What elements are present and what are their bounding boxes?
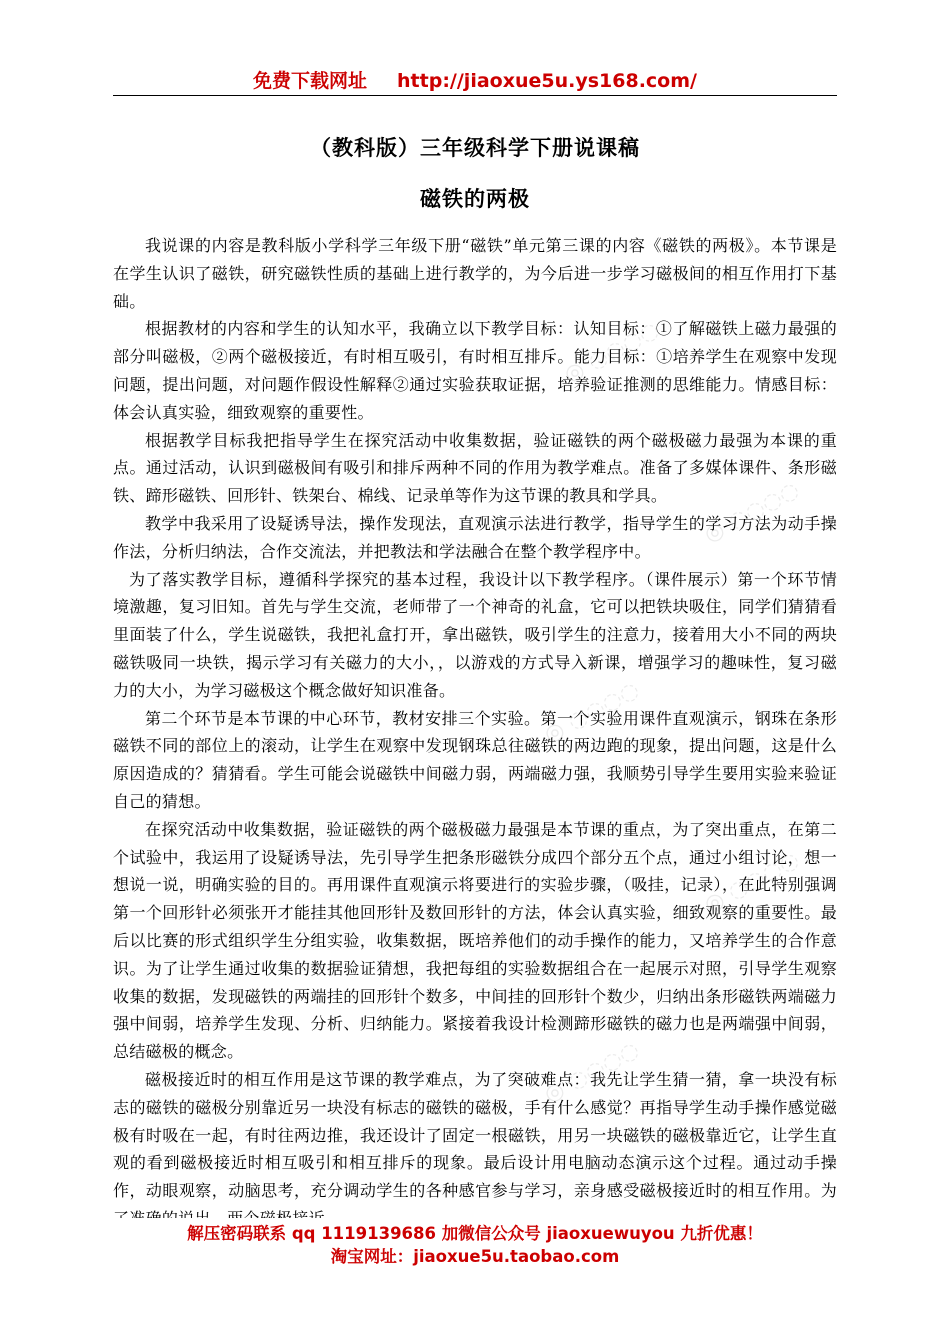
footer-contact-line: 解压密码联系 qq 1119139686 加微信公众号 jiaoxuewuyou 九折优惠！ <box>0 1218 950 1246</box>
watermark: ◎ ◌◌◌◌ <box>560 317 664 388</box>
document-body <box>113 232 837 1233</box>
watermark: ◎ ◌◌◌◌ <box>540 1037 644 1108</box>
paragraph: 根据教学目标我把指导学生在探究活动中收集数据，验证磁铁的两个磁极磁力最强为本课的重点。通过活动，认识到磁极间有吸引和排斥两种不同的作用为教学难点。准备了多媒体课件、条形磁铁、蹄形磁铁、回形针、铁架台、棉线、记录单等作为这节课的教具和学具。 <box>113 430 837 506</box>
paragraph: 教学中我采用了设疑诱导法，操作发现法，直观演示法进行教学，指导学生的学习方法为动手操作法，分析归纳法，合作交流法，并把教法和学法融合在整个教学程序中。 <box>113 513 837 561</box>
header-url-link[interactable]: http://jiaoxue5u.ys168.com/ <box>397 70 697 92</box>
paragraph: 我说课的内容是教科版小学科学三年级下册“磁铁”单元第三课的内容《磁铁的两极》。本节课是在学生认识了磁铁，研究磁铁性质的基础上进行教学的，为今后进一步学习磁极间的相互作用打下基础。 <box>113 236 837 311</box>
header-label: 免费下载网址 <box>253 70 368 92</box>
header-banner <box>0 66 950 93</box>
footer-shop-link[interactable]: 淘宝网址：jiaoxue5u.taobao.com <box>330 1247 620 1266</box>
paragraph: 第二个环节是本节课的中心环节，教材安排三个实验。第一个实验用课件直观演示，钢珠在条形磁铁不同的部位上的滚动，让学生在观察中发现钢珠总往磁铁的两边跑的现象，提出问题，这是什么原因造成的？猜猜看。学生可能会说磁铁中间磁力弱，两端磁力强，我顺势引导学生要用实验来验证自己的猜想。 <box>113 708 837 811</box>
watermark: ◎ ◌◌◌◌ <box>700 847 804 918</box>
paragraph: 在探究活动中收集数据，验证磁铁的两个磁极磁力最强是本节课的重点，为了突出重点，在第二个试验中，我运用了设疑诱导法，先引导学生把条形磁铁分成四个部分五个点，通过小组讨论，想一想说一说，明确实验的目的。再用课件直观演示将要进行的实验步骤，（吸挂，记录），在此特别强调第一个回形针必须张开才能挂其他回形针及数回形针的方法，体会认真实验，细致观察的重要性。最后以比赛的形式组织学生分组实验，收集数据，既培养他们的动手操作的能力，又培养学生的合作意识。为了让学生通过收集的数据验证猜想，我把每组的实验数据组合在一起展示对照，引导学生观察收集的数据，发现磁铁的两端挂的回形针个数多，中间挂的回形针个数少，归纳出条形磁铁两端磁力强中间弱，培养学生发现、分析、归纳能力。紧接着我设计检测蹄形磁铁的磁力也是两端强中间弱，总结磁极的概念。 <box>113 819 837 1062</box>
watermark: ◎ ◌◌◌◌ <box>700 477 804 548</box>
paragraph: 磁极接近时的相互作用是这节课的教学难点，为了突破难点：我先让学生猜一猜，拿一块没有标志的磁铁的磁极分别靠近另一块没有标志的磁铁的磁极，手有什么感觉？再指导学生动手操作感觉磁极有时吸在一起，有时往两边推，我还设计了固定一根磁铁，用另一块磁铁的磁极靠近它，让学生直观的看到磁极接近时相互吸引和相互排斥的现象。最后设计用电脑动态演示这个过程。通过动手操作，动眼观察，动脑思考，充分调动学生的各种感官参与学习，亲身感受磁极接近时的相互作用。为 <box>113 1069 837 1201</box>
paragraph: 根据教材的内容和学生的认知水平，我确立以下教学目标：认知目标：①了解磁铁上磁力最强的部分叫磁极，②两个磁极接近，有时相互吸引，有时相互排斥。能力目标：①培养学生在观察中发现问题，提出问题，对问题作假设性解释②通过实验获取证据，培养验证推测的思维能力。情感目标：体会认真实验，细致观察的重要性。 <box>113 319 837 422</box>
page-title: （教科版）三年级科学下册说课稿 <box>310 136 640 160</box>
page-subtitle: 磁铁的两极 <box>420 187 530 211</box>
header-divider <box>113 95 837 96</box>
paragraph: 为了落实教学目标，遵循科学探究的基本过程，我设计以下教学程序。（课件展示）第一个环节情境激趣，复习旧知。首先与学生交流，老师带了一个神奇的礼盒，它可以把铁块吸住，同学们猜猜看里面装了什么，学生说磁铁，我把礼盒打开，拿出磁铁，吸引学生的注意力，接着用大小不同的两块磁铁吸同一块铁，揭示学习有关磁力的大小，，以游戏的方式导入新课，增强学习的趣味性，复习磁力的大小，为学习磁极这个概念做好知识准备。 <box>113 569 837 700</box>
watermark: ◎ ◌◌◌◌ <box>540 677 644 748</box>
